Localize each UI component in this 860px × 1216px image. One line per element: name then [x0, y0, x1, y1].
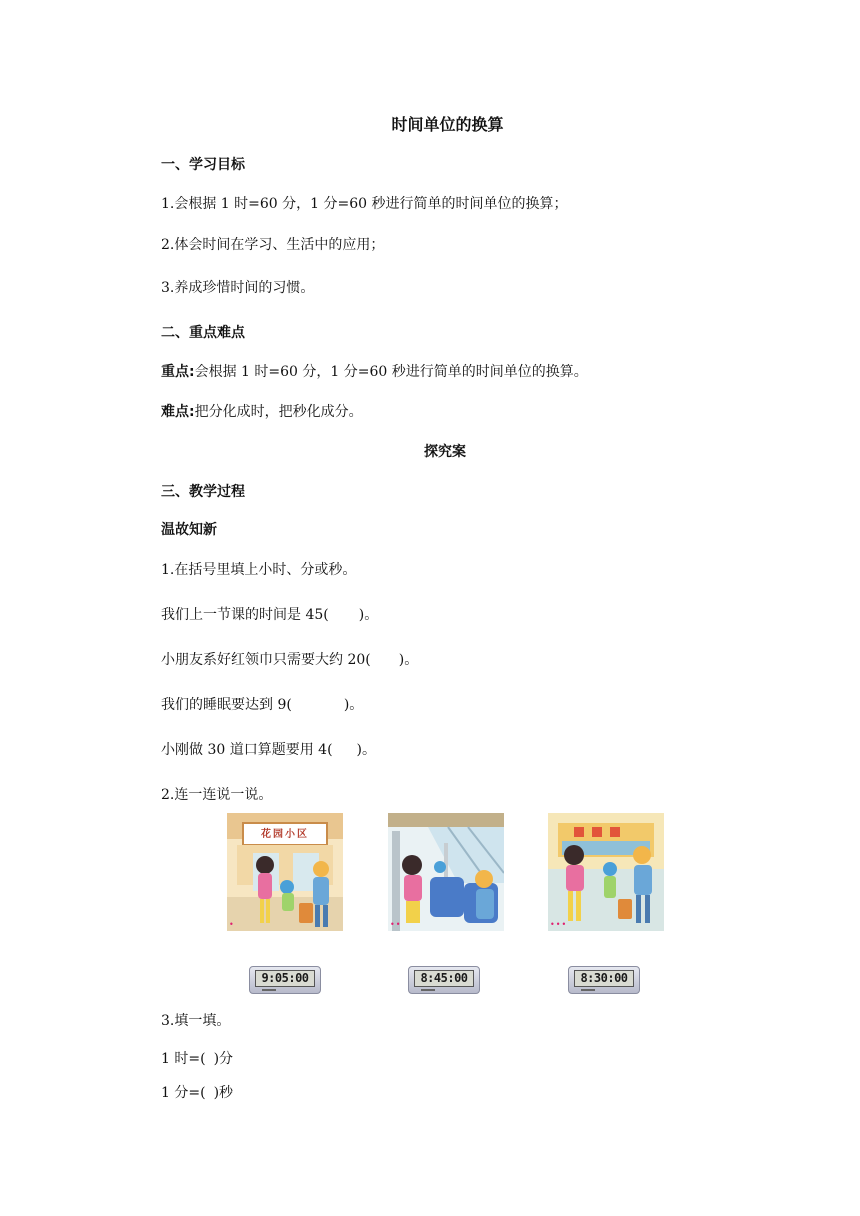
difficult-point-text: 把分化成时，把秒化成分。: [194, 404, 363, 420]
picture-marker: ••: [390, 920, 402, 929]
section3-heading: 三、教学过程: [161, 484, 245, 500]
q1-line-2-after: )。: [398, 652, 419, 668]
q3-line-1-after: )分: [213, 1051, 234, 1067]
q3-line-2-before: 1 分=(: [161, 1085, 206, 1101]
clock-display: 8:30:00: [574, 970, 634, 987]
picture-family-at-station[interactable]: [548, 813, 664, 931]
picture-marker: •: [229, 920, 235, 929]
objective-2: 2.体会时间在学习、生活中的应用；: [161, 237, 385, 253]
clock-display: 8:45:00: [414, 970, 474, 987]
difficult-point: [161, 401, 363, 421]
key-point-label: 重点:: [161, 364, 195, 380]
clock-base: [421, 989, 435, 991]
q2-prompt: 2.连一连说一说。: [161, 787, 273, 803]
clock-base: [581, 989, 595, 991]
q1-line-2-before: 小朋友系好红领巾只需要大约 20(: [161, 652, 371, 668]
q3-line-1-before: 1 时=(: [161, 1051, 206, 1067]
q1-line-3: [161, 694, 363, 714]
key-point-text: 会根据 1 时=60 分，1 分=60 秒进行简单的时间单位的换算。: [194, 364, 588, 380]
community-sign-text: 花园小区: [261, 829, 309, 840]
section1-heading: 一、学习目标: [161, 157, 245, 173]
family-on-bus-illustration: [388, 813, 504, 931]
explore-title: 探究案: [424, 444, 466, 460]
picture-family-leaving-home[interactable]: [227, 813, 343, 931]
page-title: 时间单位的换算: [391, 115, 504, 134]
q1-line-1-before: 我们上一节课的时间是 45(: [161, 607, 329, 623]
picture-family-on-bus[interactable]: [388, 813, 504, 931]
q1-line-4-after: )。: [356, 742, 377, 758]
q1-line-1-after: )。: [358, 607, 379, 623]
review-subheading: 温故知新: [161, 522, 217, 538]
q1-line-4-before: 小刚做 30 道口算题要用 4(: [161, 742, 333, 758]
q3-line-1: [161, 1048, 233, 1068]
digital-clock-2[interactable]: [408, 966, 480, 994]
q1-line-4: [161, 739, 376, 759]
q3-line-2: [161, 1082, 233, 1102]
objective-3: 3.养成珍惜时间的习惯。: [161, 280, 315, 296]
q1-line-2: [161, 649, 418, 669]
objective-1: 1.会根据 1 时=60 分，1 分=60 秒进行简单的时间单位的换算；: [161, 196, 568, 212]
difficult-point-label: 难点:: [161, 404, 195, 420]
q1-line-3-before: 我们的睡眠要达到 9(: [161, 697, 292, 713]
clock-base: [262, 989, 276, 991]
q1-line-3-after: )。: [343, 697, 364, 713]
key-point: [161, 361, 588, 381]
family-at-station-illustration: [548, 813, 664, 931]
clock-display: 9:05:00: [255, 970, 315, 987]
section2-heading: 二、重点难点: [161, 325, 245, 341]
q1-line-1: [161, 604, 378, 624]
q1-prompt: 1.在括号里填上小时、分或秒。: [161, 562, 357, 578]
digital-clock-3[interactable]: [568, 966, 640, 994]
picture-marker: •••: [550, 920, 568, 929]
q3-prompt: 3.填一填。: [161, 1013, 231, 1029]
q3-line-2-after: )秒: [213, 1085, 234, 1101]
digital-clock-1[interactable]: [249, 966, 321, 994]
